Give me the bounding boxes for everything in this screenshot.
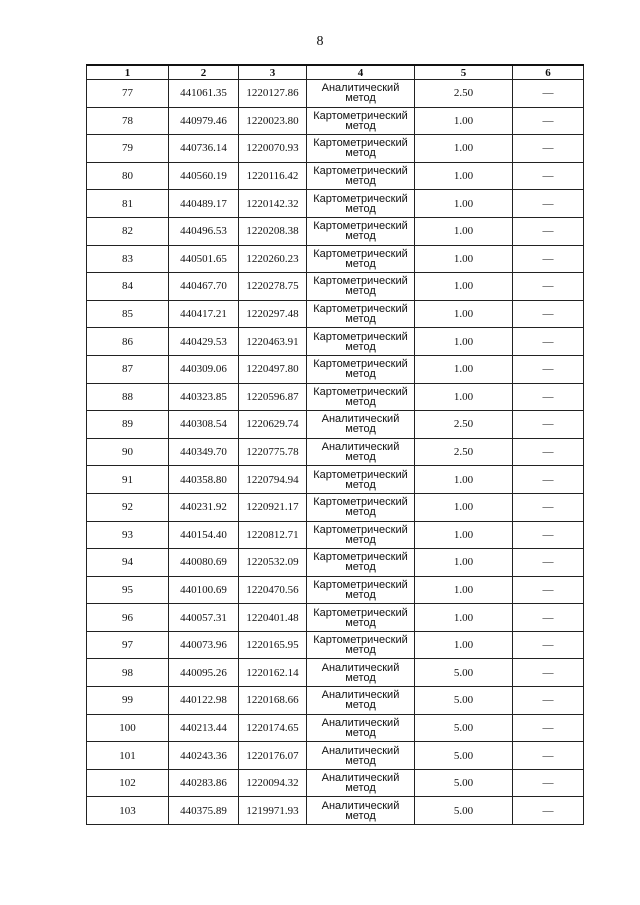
accuracy-cell: 1.00: [415, 493, 513, 521]
method-line-2: метод: [345, 588, 376, 601]
x-coordinate-cell: 440501.65: [169, 245, 239, 273]
table-row: [87, 300, 584, 328]
accuracy-cell: 1.00: [415, 162, 513, 190]
point-number-cell: 90: [87, 438, 169, 466]
method-line-2: метод: [345, 644, 376, 657]
x-coordinate-cell: 440309.06: [169, 355, 239, 383]
table-row: [87, 162, 584, 190]
y-coordinate-cell: 1220260.23: [239, 245, 307, 273]
method-line-2: метод: [345, 782, 376, 795]
point-number-cell: 78: [87, 107, 169, 135]
y-coordinate-cell: 1220127.86: [239, 80, 307, 108]
method-line-2: метод: [345, 119, 376, 132]
page-number: 8: [316, 34, 324, 49]
method-line-1: Картометрический: [313, 303, 408, 316]
coordinates-table: [86, 64, 584, 825]
point-number-cell: 98: [87, 659, 169, 687]
method-line-1: Картометрический: [313, 165, 408, 178]
point-number-cell: 92: [87, 493, 169, 521]
y-coordinate-cell: 1220921.17: [239, 493, 307, 521]
method-line-1: Картометрический: [313, 358, 408, 371]
point-number-cell: 85: [87, 300, 169, 328]
table-row: [87, 521, 584, 549]
accuracy-cell: 2.50: [415, 80, 513, 108]
method-cell: [307, 273, 415, 301]
note-cell: —: [513, 687, 584, 715]
accuracy-cell: 5.00: [415, 714, 513, 742]
note-cell: —: [513, 162, 584, 190]
point-number-cell: 101: [87, 742, 169, 770]
table-row: [87, 273, 584, 301]
method-line-1: Картометрический: [313, 523, 408, 536]
method-line-2: метод: [345, 699, 376, 712]
column-header: 5: [415, 65, 513, 80]
table-row: [87, 438, 584, 466]
method-cell: [307, 797, 415, 825]
method-line-2: метод: [345, 423, 376, 436]
accuracy-cell: 1.00: [415, 135, 513, 163]
y-coordinate-cell: 1220497.80: [239, 355, 307, 383]
point-number-cell: 100: [87, 714, 169, 742]
note-cell: —: [513, 135, 584, 163]
accuracy-cell: 1.00: [415, 273, 513, 301]
method-cell: [307, 549, 415, 577]
method-line-1: Картометрический: [313, 496, 408, 509]
y-coordinate-cell: 1220297.48: [239, 300, 307, 328]
table-row: [87, 80, 584, 108]
y-coordinate-cell: 1220775.78: [239, 438, 307, 466]
x-coordinate-cell: 441061.35: [169, 80, 239, 108]
method-line-1: Картометрический: [313, 606, 408, 619]
x-coordinate-cell: 440057.31: [169, 604, 239, 632]
accuracy-cell: 1.00: [415, 300, 513, 328]
accuracy-cell: 2.50: [415, 438, 513, 466]
table-row: [87, 742, 584, 770]
method-line-2: метод: [345, 754, 376, 767]
y-coordinate-cell: 1220165.95: [239, 631, 307, 659]
method-line-1: Аналитический: [321, 716, 400, 729]
note-cell: —: [513, 631, 584, 659]
note-cell: —: [513, 300, 584, 328]
point-number-cell: 86: [87, 328, 169, 356]
y-coordinate-cell: 1220596.87: [239, 383, 307, 411]
accuracy-cell: 1.00: [415, 328, 513, 356]
accuracy-cell: 1.00: [415, 576, 513, 604]
method-line-1: Картометрический: [313, 275, 408, 288]
method-cell: [307, 604, 415, 632]
point-number-cell: 83: [87, 245, 169, 273]
note-cell: —: [513, 190, 584, 218]
y-coordinate-cell: 1220116.42: [239, 162, 307, 190]
accuracy-cell: 1.00: [415, 521, 513, 549]
method-line-1: Картометрический: [313, 634, 408, 647]
table-row: [87, 549, 584, 577]
note-cell: —: [513, 273, 584, 301]
method-line-2: метод: [345, 809, 376, 822]
accuracy-cell: 1.00: [415, 604, 513, 632]
method-line-2: метод: [345, 202, 376, 215]
method-line-2: метод: [345, 92, 376, 105]
y-coordinate-cell: 1220470.56: [239, 576, 307, 604]
method-line-2: метод: [345, 257, 376, 270]
method-cell: [307, 769, 415, 797]
point-number-cell: 97: [87, 631, 169, 659]
method-cell: [307, 631, 415, 659]
y-coordinate-cell: 1220070.93: [239, 135, 307, 163]
note-cell: —: [513, 107, 584, 135]
accuracy-cell: 5.00: [415, 742, 513, 770]
note-cell: —: [513, 328, 584, 356]
y-coordinate-cell: 1220168.66: [239, 687, 307, 715]
table-header-row: [87, 65, 584, 80]
method-line-1: Картометрический: [313, 385, 408, 398]
note-cell: —: [513, 80, 584, 108]
point-number-cell: 89: [87, 411, 169, 439]
note-cell: —: [513, 217, 584, 245]
x-coordinate-cell: 440323.85: [169, 383, 239, 411]
x-coordinate-cell: 440429.53: [169, 328, 239, 356]
method-line-1: Картометрический: [313, 468, 408, 481]
method-cell: [307, 742, 415, 770]
table-row: [87, 493, 584, 521]
method-line-2: метод: [345, 616, 376, 629]
y-coordinate-cell: 1220532.09: [239, 549, 307, 577]
method-line-2: метод: [345, 561, 376, 574]
y-coordinate-cell: 1220162.14: [239, 659, 307, 687]
y-coordinate-cell: 1220278.75: [239, 273, 307, 301]
method-line-1: Картометрический: [313, 220, 408, 233]
method-line-1: Картометрический: [313, 330, 408, 343]
note-cell: —: [513, 714, 584, 742]
method-line-2: метод: [345, 230, 376, 243]
accuracy-cell: 5.00: [415, 769, 513, 797]
accuracy-cell: 1.00: [415, 107, 513, 135]
method-line-1: Аналитический: [321, 661, 400, 674]
x-coordinate-cell: 440283.86: [169, 769, 239, 797]
note-cell: —: [513, 769, 584, 797]
point-number-cell: 102: [87, 769, 169, 797]
table-row: [87, 769, 584, 797]
accuracy-cell: 2.50: [415, 411, 513, 439]
method-line-1: Аналитический: [321, 799, 400, 812]
accuracy-cell: 1.00: [415, 355, 513, 383]
x-coordinate-cell: 440080.69: [169, 549, 239, 577]
note-cell: —: [513, 549, 584, 577]
method-cell: [307, 190, 415, 218]
x-coordinate-cell: 440073.96: [169, 631, 239, 659]
method-line-2: метод: [345, 726, 376, 739]
method-line-2: метод: [345, 533, 376, 546]
point-number-cell: 99: [87, 687, 169, 715]
x-coordinate-cell: 440095.26: [169, 659, 239, 687]
point-number-cell: 93: [87, 521, 169, 549]
note-cell: —: [513, 742, 584, 770]
y-coordinate-cell: 1220463.91: [239, 328, 307, 356]
table-row: [87, 217, 584, 245]
method-cell: [307, 466, 415, 494]
y-coordinate-cell: 1220023.80: [239, 107, 307, 135]
method-line-2: метод: [345, 671, 376, 684]
x-coordinate-cell: 440308.54: [169, 411, 239, 439]
y-coordinate-cell: 1220174.65: [239, 714, 307, 742]
table-row: [87, 631, 584, 659]
method-cell: [307, 328, 415, 356]
method-line-2: метод: [345, 478, 376, 491]
method-line-1: Картометрический: [313, 137, 408, 150]
point-number-cell: 94: [87, 549, 169, 577]
method-line-1: Аналитический: [321, 689, 400, 702]
y-coordinate-cell: 1220794.94: [239, 466, 307, 494]
method-cell: [307, 659, 415, 687]
point-number-cell: 81: [87, 190, 169, 218]
note-cell: —: [513, 355, 584, 383]
point-number-cell: 84: [87, 273, 169, 301]
y-coordinate-cell: 1220142.32: [239, 190, 307, 218]
table-row: [87, 383, 584, 411]
x-coordinate-cell: 440100.69: [169, 576, 239, 604]
accuracy-cell: 5.00: [415, 659, 513, 687]
table-row: [87, 190, 584, 218]
table-row: [87, 797, 584, 825]
column-header: 1: [87, 65, 169, 80]
note-cell: —: [513, 245, 584, 273]
table-row: [87, 355, 584, 383]
method-line-1: Картометрический: [313, 247, 408, 260]
x-coordinate-cell: 440560.19: [169, 162, 239, 190]
method-line-1: Картометрический: [313, 551, 408, 564]
y-coordinate-cell: 1220176.07: [239, 742, 307, 770]
point-number-cell: 82: [87, 217, 169, 245]
note-cell: —: [513, 466, 584, 494]
point-number-cell: 88: [87, 383, 169, 411]
method-cell: [307, 687, 415, 715]
x-coordinate-cell: 440231.92: [169, 493, 239, 521]
x-coordinate-cell: 440349.70: [169, 438, 239, 466]
point-number-cell: 91: [87, 466, 169, 494]
method-cell: [307, 162, 415, 190]
y-coordinate-cell: 1220629.74: [239, 411, 307, 439]
x-coordinate-cell: 440243.36: [169, 742, 239, 770]
method-cell: [307, 383, 415, 411]
method-line-2: метод: [345, 147, 376, 160]
method-cell: [307, 411, 415, 439]
accuracy-cell: 1.00: [415, 383, 513, 411]
y-coordinate-cell: 1220094.32: [239, 769, 307, 797]
x-coordinate-cell: 440122.98: [169, 687, 239, 715]
table-row: [87, 687, 584, 715]
method-cell: [307, 245, 415, 273]
note-cell: —: [513, 797, 584, 825]
y-coordinate-cell: 1220812.71: [239, 521, 307, 549]
column-header: 4: [307, 65, 415, 80]
accuracy-cell: 1.00: [415, 190, 513, 218]
column-header: 3: [239, 65, 307, 80]
method-line-1: Аналитический: [321, 744, 400, 757]
method-cell: [307, 217, 415, 245]
column-header: 2: [169, 65, 239, 80]
table-row: [87, 659, 584, 687]
x-coordinate-cell: 440375.89: [169, 797, 239, 825]
method-cell: [307, 300, 415, 328]
table-body: [87, 80, 584, 825]
accuracy-cell: 1.00: [415, 466, 513, 494]
method-cell: [307, 355, 415, 383]
y-coordinate-cell: 1219971.93: [239, 797, 307, 825]
method-cell: [307, 80, 415, 108]
method-cell: [307, 107, 415, 135]
point-number-cell: 95: [87, 576, 169, 604]
table-row: [87, 466, 584, 494]
x-coordinate-cell: 440358.80: [169, 466, 239, 494]
method-cell: [307, 438, 415, 466]
note-cell: —: [513, 493, 584, 521]
accuracy-cell: 5.00: [415, 797, 513, 825]
accuracy-cell: 5.00: [415, 687, 513, 715]
note-cell: —: [513, 604, 584, 632]
method-line-1: Картометрический: [313, 192, 408, 205]
table-row: [87, 107, 584, 135]
method-line-2: метод: [345, 175, 376, 188]
accuracy-cell: 1.00: [415, 217, 513, 245]
note-cell: —: [513, 438, 584, 466]
point-number-cell: 80: [87, 162, 169, 190]
method-line-2: метод: [345, 395, 376, 408]
point-number-cell: 103: [87, 797, 169, 825]
method-line-1: Аналитический: [321, 441, 400, 454]
x-coordinate-cell: 440467.70: [169, 273, 239, 301]
method-line-1: Картометрический: [313, 109, 408, 122]
accuracy-cell: 1.00: [415, 549, 513, 577]
y-coordinate-cell: 1220208.38: [239, 217, 307, 245]
method-cell: [307, 714, 415, 742]
note-cell: —: [513, 521, 584, 549]
y-coordinate-cell: 1220401.48: [239, 604, 307, 632]
point-number-cell: 87: [87, 355, 169, 383]
x-coordinate-cell: 440979.46: [169, 107, 239, 135]
table-row: [87, 135, 584, 163]
note-cell: —: [513, 576, 584, 604]
method-line-2: метод: [345, 368, 376, 381]
point-number-cell: 77: [87, 80, 169, 108]
note-cell: —: [513, 411, 584, 439]
point-number-cell: 96: [87, 604, 169, 632]
table-row: [87, 714, 584, 742]
method-cell: [307, 521, 415, 549]
method-line-2: метод: [345, 451, 376, 464]
method-cell: [307, 576, 415, 604]
x-coordinate-cell: 440736.14: [169, 135, 239, 163]
x-coordinate-cell: 440496.53: [169, 217, 239, 245]
method-line-1: Аналитический: [321, 413, 400, 426]
column-header: 6: [513, 65, 584, 80]
x-coordinate-cell: 440417.21: [169, 300, 239, 328]
method-cell: [307, 493, 415, 521]
table-row: [87, 604, 584, 632]
method-line-1: Аналитический: [321, 772, 400, 785]
method-line-2: метод: [345, 313, 376, 326]
method-line-2: метод: [345, 285, 376, 298]
method-line-1: Картометрический: [313, 578, 408, 591]
note-cell: —: [513, 383, 584, 411]
table-row: [87, 245, 584, 273]
x-coordinate-cell: 440154.40: [169, 521, 239, 549]
method-line-1: Аналитический: [321, 82, 400, 95]
table-row: [87, 576, 584, 604]
accuracy-cell: 1.00: [415, 245, 513, 273]
note-cell: —: [513, 659, 584, 687]
x-coordinate-cell: 440489.17: [169, 190, 239, 218]
table-row: [87, 328, 584, 356]
accuracy-cell: 1.00: [415, 631, 513, 659]
table-row: [87, 411, 584, 439]
method-line-2: метод: [345, 506, 376, 519]
point-number-cell: 79: [87, 135, 169, 163]
method-cell: [307, 135, 415, 163]
method-line-2: метод: [345, 340, 376, 353]
x-coordinate-cell: 440213.44: [169, 714, 239, 742]
